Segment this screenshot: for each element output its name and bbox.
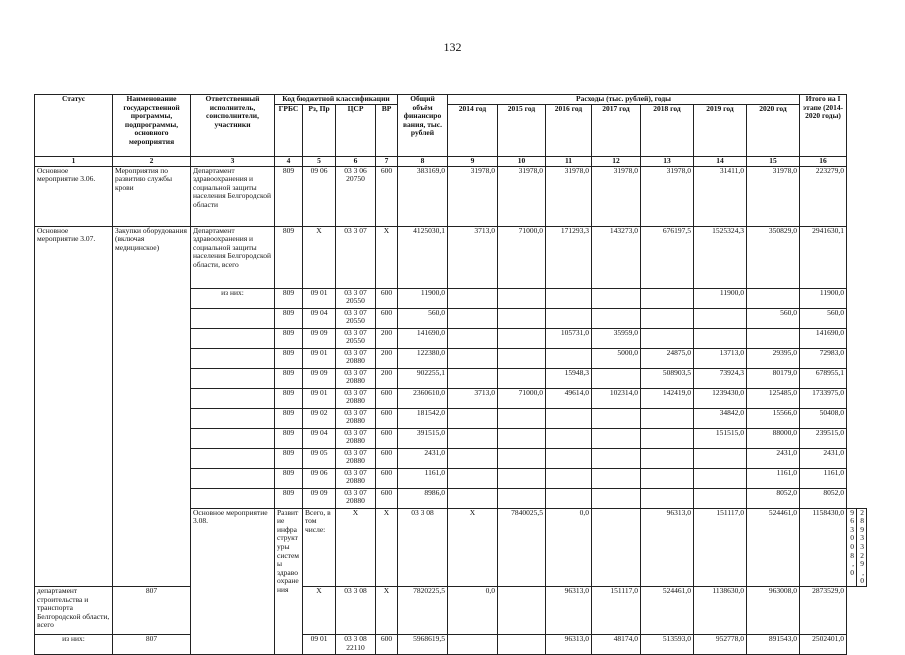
column-number: 8 (398, 157, 448, 167)
header-itogo: Итого на I этапе (2014-2020 годы) (800, 95, 847, 157)
itogo-cell: 2873529,0 (800, 586, 847, 634)
y2017-cell: 5000,0 (592, 348, 641, 368)
csr-cell: 03 3 07 20550 (336, 288, 376, 308)
y2020-cell (747, 328, 800, 348)
y2019-cell (694, 468, 747, 488)
y2016-cell: 49614,0 (546, 388, 592, 408)
y2017-cell (592, 428, 641, 448)
csr-cell: 03 3 07 20880 (336, 368, 376, 388)
y2019-cell: 1239430,0 (694, 388, 747, 408)
table-row (35, 226, 867, 288)
y2018-cell (641, 288, 694, 308)
csr-cell: 03 3 07 20880 (336, 448, 376, 468)
csr-cell: 03 3 08 22110 (336, 634, 376, 654)
responsible-cell: Всего, в том числе: (303, 508, 336, 586)
grbs-cell: 807 (113, 634, 191, 654)
y2017-cell (592, 308, 641, 328)
y2020-cell: 560,0 (747, 308, 800, 328)
rzpr-cell: 09 02 (303, 408, 336, 428)
rzpr-cell: X (303, 226, 336, 288)
y2015-cell (498, 328, 546, 348)
responsible-cell: Департамент здравоохранения и социальной защиты населения Белгородской области (191, 166, 275, 226)
y2016-cell (546, 428, 592, 448)
y2014-cell (448, 288, 498, 308)
column-number: 10 (498, 157, 546, 167)
y2020-cell: 8052,0 (747, 488, 800, 508)
header-year-2019: 2019 год (694, 105, 747, 157)
y2017-cell (592, 368, 641, 388)
csr-cell: 03 3 07 20880 (336, 468, 376, 488)
y2018-cell (641, 448, 694, 468)
rzpr-cell: 09 01 (303, 634, 336, 654)
grbs-cell: 809 (275, 288, 303, 308)
csr-cell: 03 3 07 (336, 226, 376, 288)
table-row (35, 634, 867, 654)
total-cell: 560,0 (398, 308, 448, 328)
itogo-cell: 2431,0 (800, 448, 847, 468)
responsible-cell: Департамент здравоохранения и социальной защиты населения Белгородской области, всего (191, 226, 275, 288)
y2019-cell: 73924,3 (694, 368, 747, 388)
vr-cell: 600 (376, 308, 398, 328)
rzpr-cell: 09 09 (303, 328, 336, 348)
grbs-cell: 809 (275, 388, 303, 408)
vr-cell: 600 (376, 288, 398, 308)
y2014-cell: 3713,0 (448, 388, 498, 408)
itogo-cell: 1733975,0 (800, 388, 847, 408)
itogo-cell: 2893329,0 (857, 508, 867, 586)
vr-cell: 600 (376, 428, 398, 448)
y2015-cell (498, 348, 546, 368)
itogo-cell: 239515,0 (800, 428, 847, 448)
total-cell: 4125030,1 (398, 226, 448, 288)
column-number: 9 (448, 157, 498, 167)
grbs-cell: 809 (275, 308, 303, 328)
y2020-cell: 125485,0 (747, 388, 800, 408)
csr-cell: 03 3 07 20550 (336, 308, 376, 328)
itogo-cell: 223279,0 (800, 166, 847, 226)
total-cell: 8986,0 (398, 488, 448, 508)
total-cell: 5968619,5 (398, 634, 448, 654)
vr-cell: 600 (376, 408, 398, 428)
y2017-cell (592, 288, 641, 308)
itogo-cell: 72983,0 (800, 348, 847, 368)
y2020-cell (747, 288, 800, 308)
column-number: 2 (113, 157, 191, 167)
y2018-cell: 142419,0 (641, 388, 694, 408)
csr-cell: 03 3 07 20880 (336, 428, 376, 448)
grbs-cell: 809 (275, 226, 303, 288)
vr-cell: 200 (376, 368, 398, 388)
y2016-cell: 31978,0 (546, 166, 592, 226)
y2015-cell: 31978,0 (498, 166, 546, 226)
table-row (35, 166, 867, 226)
y2019-cell: 11900,0 (694, 288, 747, 308)
column-number: 15 (747, 157, 800, 167)
header-year-2018: 2018 год (641, 105, 694, 157)
itogo-cell: 50408,0 (800, 408, 847, 428)
y2015-cell (498, 308, 546, 328)
rzpr-cell: X (303, 586, 336, 634)
name-cell: Закупки оборудования (включая медицинское) (113, 226, 191, 586)
responsible-cell (191, 368, 275, 388)
y2016-cell: 15948,3 (546, 368, 592, 388)
y2014-cell (448, 308, 498, 328)
csr-cell: 03 3 08 (336, 586, 376, 634)
y2017-cell (592, 408, 641, 428)
y2019-cell (694, 448, 747, 468)
rzpr-cell: 09 09 (303, 368, 336, 388)
y2017-cell: 143273,0 (592, 226, 641, 288)
y2020-cell: 1161,0 (747, 468, 800, 488)
rzpr-cell: 09 06 (303, 166, 336, 226)
status-cell: Основное мероприятие 3.08. (191, 508, 275, 654)
y2016-cell: 96313,0 (546, 634, 592, 654)
rzpr-cell: 09 01 (303, 288, 336, 308)
itogo-cell: 678955,1 (800, 368, 847, 388)
y2016-cell: 96313,0 (546, 586, 592, 634)
total-cell: 141690,0 (398, 328, 448, 348)
vr-cell: 600 (376, 388, 398, 408)
y2014-cell (448, 368, 498, 388)
y2016-cell (546, 468, 592, 488)
column-number: 16 (800, 157, 847, 167)
y2014-cell (448, 408, 498, 428)
column-number: 14 (694, 157, 747, 167)
column-number-row (35, 157, 867, 167)
y2018-cell (641, 428, 694, 448)
y2014-cell (448, 634, 498, 654)
y2016-cell (546, 448, 592, 468)
y2015-cell (498, 488, 546, 508)
y2017-cell (592, 488, 641, 508)
responsible-cell (191, 428, 275, 448)
grbs-cell: 807 (113, 586, 191, 634)
csr-cell: 03 3 07 20550 (336, 328, 376, 348)
y2015-cell (498, 288, 546, 308)
rzpr-cell: 09 04 (303, 308, 336, 328)
vr-cell: X (376, 226, 398, 288)
rzpr-cell: X (376, 508, 398, 586)
column-number: 5 (303, 157, 336, 167)
header-budget-code: Код бюджетной классификации (275, 95, 398, 105)
responsible-cell (191, 408, 275, 428)
y2017-cell: 48174,0 (592, 634, 641, 654)
header-responsible: Ответственный исполнитель, соисполнители, участники (191, 95, 275, 157)
total-cell: 181542,0 (398, 408, 448, 428)
column-number: 11 (546, 157, 592, 167)
column-number: 12 (592, 157, 641, 167)
y2019-cell: 952778,0 (694, 634, 747, 654)
y2019-cell: 31411,0 (694, 166, 747, 226)
y2020-cell: 15566,0 (747, 408, 800, 428)
total-cell: 7820225,5 (398, 586, 448, 634)
y2014-cell (448, 428, 498, 448)
total-cell: 7840025,5 (498, 508, 546, 586)
itogo-cell: 8052,0 (800, 488, 847, 508)
itogo-cell: 2502401,0 (800, 634, 847, 654)
table-body (35, 166, 867, 654)
column-number: 1 (35, 157, 113, 167)
y2015-cell: 71000,0 (498, 226, 546, 288)
rzpr-cell: 09 05 (303, 448, 336, 468)
rzpr-cell: 09 01 (303, 348, 336, 368)
y2018-cell: 508903,5 (641, 368, 694, 388)
y2018-cell (641, 488, 694, 508)
y2014-cell: 3713,0 (448, 226, 498, 288)
itogo-cell: 560,0 (800, 308, 847, 328)
y2015-cell (498, 468, 546, 488)
total-cell: 383169,0 (398, 166, 448, 226)
y2018-cell (641, 308, 694, 328)
rzpr-cell: 09 09 (303, 488, 336, 508)
vr-cell: 200 (376, 328, 398, 348)
grbs-cell: X (336, 508, 376, 586)
y2019-cell (694, 488, 747, 508)
column-number: 6 (336, 157, 376, 167)
y2016-cell (546, 488, 592, 508)
grbs-cell: 809 (275, 348, 303, 368)
page-number: 132 (443, 40, 462, 54)
table-row (35, 586, 867, 634)
header-status: Статус (35, 95, 113, 157)
y2016-cell (546, 288, 592, 308)
responsible-cell (191, 308, 275, 328)
y2017-cell: 151117,0 (694, 508, 747, 586)
itogo-cell: 11900,0 (800, 288, 847, 308)
column-number: 13 (641, 157, 694, 167)
csr-cell: 03 3 06 20750 (336, 166, 376, 226)
y2014-cell (448, 468, 498, 488)
y2018-cell (641, 408, 694, 428)
y2018-cell: 31978,0 (641, 166, 694, 226)
header-year-2016: 2016 год (546, 105, 592, 157)
y2016-cell: 105731,0 (546, 328, 592, 348)
y2014-cell: 31978,0 (448, 166, 498, 226)
y2018-cell (641, 328, 694, 348)
y2020-cell: 88000,0 (747, 428, 800, 448)
y2017-cell: 35959,0 (592, 328, 641, 348)
y2020-cell: 963008,0 (847, 508, 857, 586)
vr-cell: X (448, 508, 498, 586)
itogo-cell: 141690,0 (800, 328, 847, 348)
name-cell: Мероприятия по развитию службы крови (113, 166, 191, 226)
itogo-cell: 2941630,1 (800, 226, 847, 288)
y2019-cell: 34842,0 (694, 408, 747, 428)
grbs-cell: 809 (275, 166, 303, 226)
header-year-2015: 2015 год (498, 105, 546, 157)
csr-cell: 03 3 07 20880 (336, 348, 376, 368)
y2014-cell (448, 488, 498, 508)
vr-cell: 200 (376, 348, 398, 368)
status-cell: Основное мероприятие 3.06. (35, 166, 113, 226)
vr-cell: 600 (376, 488, 398, 508)
y2018-cell: 24875,0 (641, 348, 694, 368)
header-csr: ЦСР (336, 105, 376, 157)
y2020-cell: 891543,0 (747, 634, 800, 654)
y2015-cell (498, 634, 546, 654)
y2019-cell: 1158430,0 (800, 508, 847, 586)
header-year-2020: 2020 год (747, 105, 800, 157)
header-total: Общий объём финансиро вания, тыс. рублей (398, 95, 448, 157)
column-number: 7 (376, 157, 398, 167)
header-vr: ВР (376, 105, 398, 157)
y2016-cell (546, 308, 592, 328)
name-cell: Развитие инфраструктуры системы здравоохранения (275, 508, 303, 654)
responsible-cell: из них: (191, 288, 275, 308)
header-rzpr: Рз, Пр (303, 105, 336, 157)
rzpr-cell: 09 06 (303, 468, 336, 488)
y2017-cell: 31978,0 (592, 166, 641, 226)
budget-table (34, 94, 867, 655)
grbs-cell: 809 (275, 408, 303, 428)
y2019-cell: 1525324,3 (694, 226, 747, 288)
total-cell: 2360610,0 (398, 388, 448, 408)
y2017-cell: 102314,0 (592, 388, 641, 408)
y2019-cell: 1138630,0 (694, 586, 747, 634)
header-name: Наименование государственной программы, подпрограммы, основного мероприятия (113, 95, 191, 157)
y2019-cell (694, 328, 747, 348)
y2014-cell (448, 448, 498, 468)
grbs-cell: 809 (275, 468, 303, 488)
rzpr-cell: 09 04 (303, 428, 336, 448)
y2015-cell (498, 586, 546, 634)
rzpr-cell: 09 01 (303, 388, 336, 408)
y2019-cell: 13713,0 (694, 348, 747, 368)
responsible-cell (191, 388, 275, 408)
y2020-cell: 2431,0 (747, 448, 800, 468)
responsible-cell: из них: (35, 634, 113, 654)
header-year-2017: 2017 год (592, 105, 641, 157)
responsible-cell: департамент строительства и транспорта Белгородской области, всего (35, 586, 113, 634)
y2020-cell: 80179,0 (747, 368, 800, 388)
y2015-cell (592, 508, 641, 586)
vr-cell: 600 (376, 448, 398, 468)
y2020-cell: 350829,0 (747, 226, 800, 288)
status-cell: Основное мероприятие 3.07. (35, 226, 113, 586)
y2017-cell (592, 468, 641, 488)
itogo-cell: 1161,0 (800, 468, 847, 488)
y2018-cell: 676197,5 (641, 226, 694, 288)
vr-cell: 600 (376, 166, 398, 226)
y2016-cell: 171293,3 (546, 226, 592, 288)
header-expenses: Расходы (тыс. рублей), годы (448, 95, 800, 105)
total-cell: 11900,0 (398, 288, 448, 308)
csr-cell: 03 3 07 20880 (336, 488, 376, 508)
total-cell: 2431,0 (398, 448, 448, 468)
vr-cell: 600 (376, 468, 398, 488)
header-year-2014: 2014 год (448, 105, 498, 157)
y2019-cell: 151515,0 (694, 428, 747, 448)
y2014-cell (448, 348, 498, 368)
vr-cell: X (376, 586, 398, 634)
header-grbs: ГРБС (275, 105, 303, 157)
vr-cell: 600 (376, 634, 398, 654)
y2015-cell (498, 448, 546, 468)
total-cell: 391515,0 (398, 428, 448, 448)
responsible-cell (191, 468, 275, 488)
y2015-cell: 71000,0 (498, 388, 546, 408)
responsible-cell (191, 348, 275, 368)
responsible-cell (191, 488, 275, 508)
y2020-cell: 29395,0 (747, 348, 800, 368)
csr-cell: 03 3 08 (398, 508, 448, 586)
csr-cell: 03 3 07 20880 (336, 408, 376, 428)
y2016-cell: 96313,0 (641, 508, 694, 586)
y2016-cell (546, 348, 592, 368)
y2020-cell: 31978,0 (747, 166, 800, 226)
y2015-cell (498, 368, 546, 388)
total-cell: 122380,0 (398, 348, 448, 368)
responsible-cell (191, 448, 275, 468)
y2017-cell (592, 448, 641, 468)
y2015-cell (498, 428, 546, 448)
y2016-cell (546, 408, 592, 428)
grbs-cell: 809 (275, 428, 303, 448)
column-number: 3 (191, 157, 275, 167)
y2015-cell (498, 408, 546, 428)
grbs-cell: 809 (275, 448, 303, 468)
grbs-cell: 809 (275, 328, 303, 348)
grbs-cell: 809 (275, 368, 303, 388)
y2018-cell: 524461,0 (747, 508, 800, 586)
y2018-cell: 513593,0 (641, 634, 694, 654)
y2017-cell: 151117,0 (592, 586, 641, 634)
y2018-cell (641, 468, 694, 488)
total-cell: 902255,1 (398, 368, 448, 388)
y2019-cell (694, 308, 747, 328)
column-number: 4 (275, 157, 303, 167)
y2014-cell (448, 328, 498, 348)
grbs-cell: 809 (275, 488, 303, 508)
total-cell: 1161,0 (398, 468, 448, 488)
y2014-cell: 0,0 (448, 586, 498, 634)
responsible-cell (191, 328, 275, 348)
y2014-cell: 0,0 (546, 508, 592, 586)
csr-cell: 03 3 07 20880 (336, 388, 376, 408)
y2020-cell: 963008,0 (747, 586, 800, 634)
y2018-cell: 524461,0 (641, 586, 694, 634)
